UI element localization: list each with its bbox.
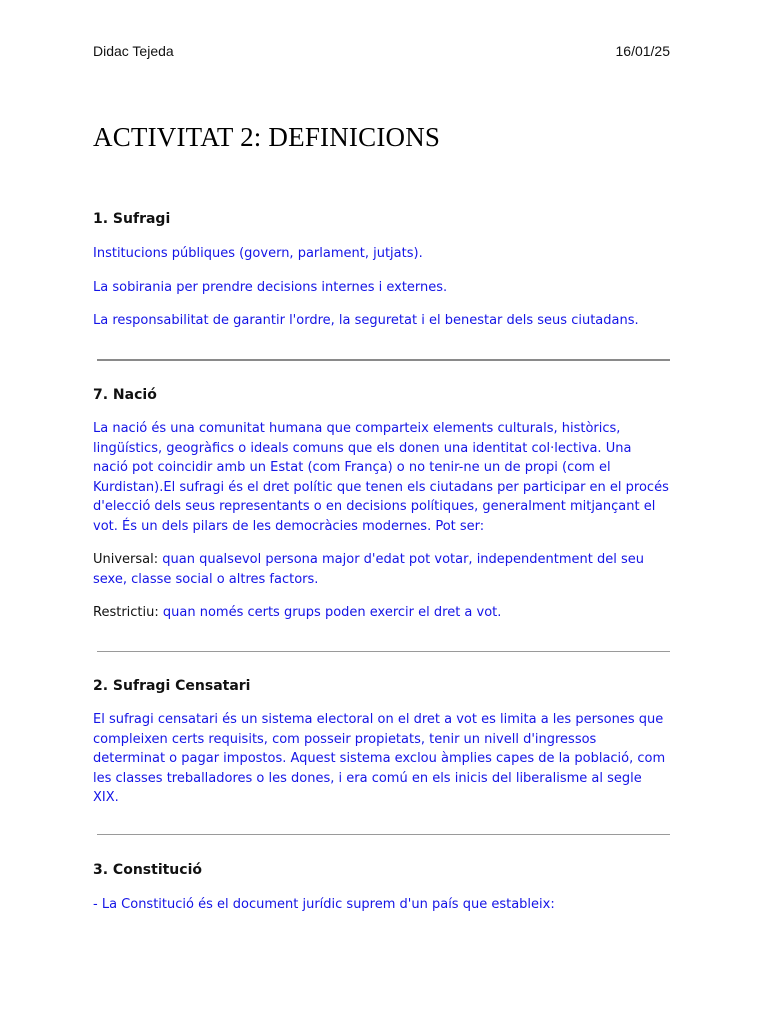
list-item-universal	[93, 550, 670, 589]
document-date: 16/01/25	[615, 43, 670, 59]
paragraph: El sufragi censatari és un sistema electoral on el dret a vot es limita a les persones que compleixen certs requisits, com posseir propietats, tenir un nivell d'ingressos determinat o pagar impostos. Aquest sistema exclou àmplies capes de la població, com les classes treballadores o les dones, i era comú en els inicis del liberalisme al segle XIX.	[93, 712, 666, 805]
section-constitucio	[93, 861, 670, 915]
paragraph: La sobirania per prendre decisions internes i externes.	[93, 279, 448, 295]
section-heading: 2. Sufragi Censatari	[93, 678, 251, 694]
horizontal-divider	[97, 359, 670, 361]
section-heading: 3. Constitució	[93, 862, 202, 878]
section-sufragi	[93, 210, 670, 331]
horizontal-divider	[97, 834, 670, 835]
paragraph: - La Constitució és el document jurídic suprem d'un país que estableix:	[93, 897, 555, 912]
item-label: Universal:	[93, 552, 159, 567]
item-text: quan qualsevol persona major d'edat pot votar, independentment del seu sexe, classe social o altres factors.	[93, 552, 645, 587]
horizontal-divider	[97, 651, 670, 652]
paragraph: Institucions públiques (govern, parlament, jutjats).	[93, 246, 423, 261]
paragraph: La nació és una comunitat humana que comparteix elements culturals, històrics, lingüístics, geogràfics o ideals comuns que els donen una identitat col·lectiva. Una nació pot coincidir amb un Estat (com França) o no tenir-ne un de propi (com el Kurdistan).El sufragi és el dret polític que tenen els ciutadans per participar en el procés d'elecció dels seus representants o en decisions polítiques, generalment mitjançant el vot. És un dels pilars de les democràcies modernes. Pot ser:	[93, 421, 669, 534]
item-text: quan només certs grups poden exercir el dret a vot.	[158, 605, 502, 620]
section-sufragi-censatari	[93, 677, 670, 808]
section-nacio	[93, 386, 670, 623]
list-item-restrictiu	[93, 603, 670, 623]
author-name: Didac Tejeda	[93, 43, 174, 59]
page-title: ACTIVITAT 2: DEFINICIONS	[93, 122, 441, 152]
section-heading: 1. Sufragi	[93, 211, 171, 227]
paragraph: La responsabilitat de garantir l'ordre, la seguretat i el benestar dels seus ciutadans.	[93, 313, 639, 328]
section-heading: 7. Nació	[93, 387, 157, 403]
item-label: Restrictiu:	[93, 605, 159, 620]
